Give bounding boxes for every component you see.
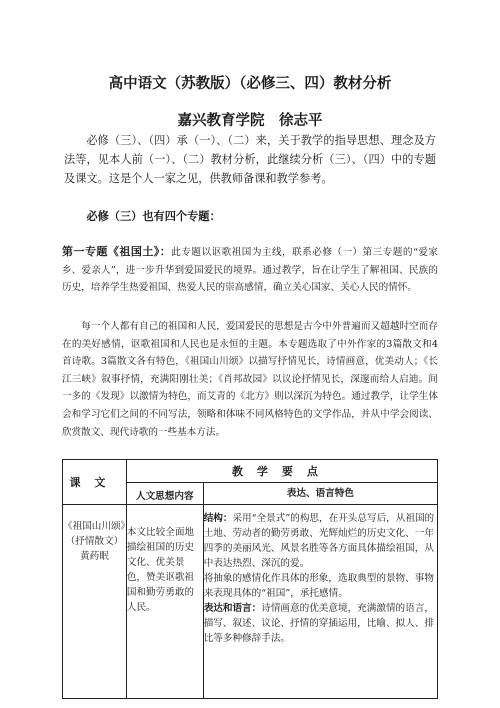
subheader-content: 人文思想内容 [126, 483, 203, 505]
subheader-expression: 表达、语言特色 [203, 483, 437, 505]
content-cell: 本文比较全面地描绘祖国的历史文化、优美景色，赞美讴歌祖国和勤劳勇敢的人民。 [126, 505, 203, 699]
topic1-paragraph [62, 243, 438, 297]
structure-label: 结构： [203, 513, 233, 524]
section-heading: 必修（三）也有四个专题： [86, 209, 221, 223]
lesson-cell [63, 505, 131, 699]
lesson-title: 《祖国山川颂》 [63, 521, 131, 532]
lesson-type: （抒情散文） [65, 536, 124, 547]
expression-cell [203, 505, 437, 699]
language-text: 诗情画意的优美意境，充满激情的语言，描写、叙述、议论、抒情的穿插运用，比喻、拟人、排比等多种修辞手法。 [203, 603, 434, 644]
col-header-teaching-points: 教学要点 [126, 460, 437, 483]
document-author: 嘉兴教育学院 徐志平 [177, 112, 323, 129]
structure-text-2: 将抽象的感情化作具体的形象，选取典型的景物、事物来表现具体的“祖国”，承托感情。 [203, 573, 434, 599]
lesson-author: 黄药眠 [80, 551, 109, 562]
paragraph-2: 每一个人都有自己的祖国和人民，爱国爱民的思想是古今中外普遍而又超越时空而存在的美好感情，讴歌祖国和人民也是永恒的主题。本专题选取了中外作家的3篇散文和4首诗歌。3篇散文各有特色，《祖国山川颂》以描写抒情见长，诗情画意，优美动人；《长江三峡》叙事抒情，充满阳刚壮美；《肖邦故园》以议论抒情见长，深邃而给人启迪。间一多的《发现》以激情为特色，而艾青的《北方》则以深沉为特色。通过教学，让学生体会和学习它们之间的不同写法，领略和体味不同风格特色的文学作品，并从中学会阅读、欣赏散文、现代诗歌的一些基本方法。 [62, 321, 438, 438]
topic1-label: 第一专题《祖国土》： [62, 245, 172, 258]
topic1-text: 此专题以讴歌祖国为主线，联系必修（一）第三专题的“爱家乡、爱亲人”，进一步升华到爱国爱民的境界。通过教学，旨在让学生了解祖国、民族的历史，培养学生热爱祖国、热爱人民的崇高感情，确立关心国家、关心人民的情怀。 [62, 247, 438, 294]
structure-text: 采用“全景式”的构思，在开头总写后，从祖国的土地、劳动者的勤劳勇敢、光辉灿烂的历史文化、一年四季的美丽风光、风景名胜等各方面具体描绘祖国，从中表达热烈、深沉的爱。 [203, 513, 435, 569]
language-label: 表达和语言： [203, 603, 262, 614]
document-title: 高中语文（苏教版）（必修三、四）教材分析 [108, 75, 392, 92]
intro-paragraph: 必修（三）、（四）承（一）、（二）来，关于教学的指导思想、理念及方法等，见本人前（一）、（二）教材分析，此继续分析（三）、（四）中的专题及课文。这是个人一家之见，供教师备课和教学参考。 [64, 134, 436, 185]
col-header-lesson: 课文 [63, 460, 127, 505]
lesson-table [62, 459, 438, 699]
